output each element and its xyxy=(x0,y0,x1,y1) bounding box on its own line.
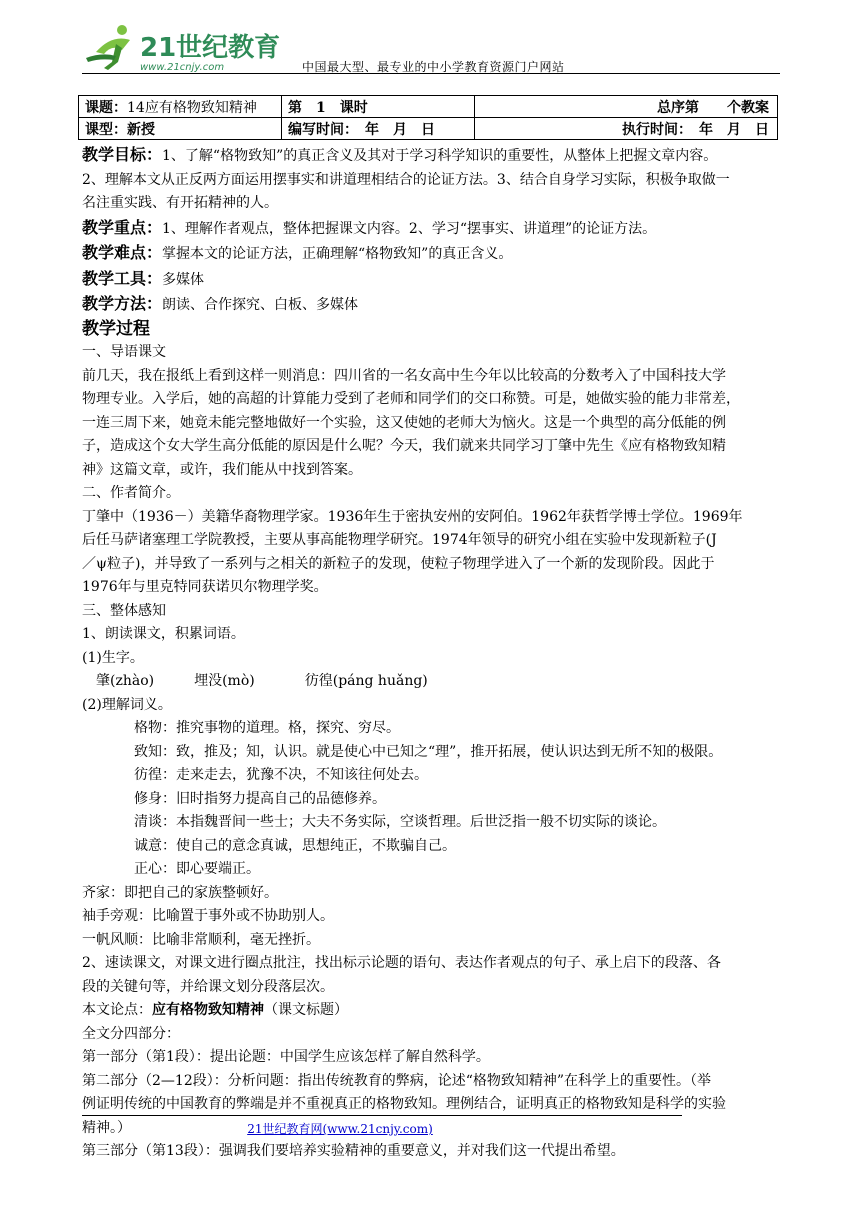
lesson-type-cell: 课型：新授 xyxy=(79,118,282,140)
runner-icon xyxy=(86,25,130,70)
parts-intro: 全文分四部分： xyxy=(82,1025,180,1042)
total-cell: 总序第 个教案 xyxy=(475,96,778,118)
author-line: 丁肇中（1936－）美籍华裔物理学家。1936年生于密执安州的安阿伯。1962年获哲学博士学位。1969年 xyxy=(82,508,743,525)
section-3-title: 三、整体感知 xyxy=(82,602,166,619)
word-item: 格物：推究事物的道理。格，探究、穷尽。 xyxy=(134,720,400,736)
word-item: 彷徨：走来走去，犹豫不决，不知该往何处去。 xyxy=(134,767,428,783)
key-points: 教学重点：1、理解作者观点，整体把握课文内容。2、学习“摆事实、讲道理”的论证方法。 xyxy=(82,217,657,237)
goal-line-1: 教学目标：1、了解“格物致知”的真正含义及其对于学习科学知识的重要性，从整体上把握文章内容。 xyxy=(82,145,718,164)
written-time-cell: 编写时间： 年 月 日 xyxy=(282,118,475,140)
author-line: 后任马萨诸塞理工学院教授，主要从事高能物理学研究。1974年领导的研究小组在实验中发现新粒子(J xyxy=(82,532,717,548)
word-item: 袖手旁观：比喻置于事外或不协助别人。 xyxy=(82,908,334,924)
word-item: 清谈：本指魏晋间一些士；大夫不务实际，空谈哲理。后世泛指一般不切实际的谈论。 xyxy=(134,814,666,830)
new-characters-label: (1)生字。 xyxy=(82,649,144,666)
methods: 教学方法：朗读、合作探究、白板、多媒体 xyxy=(82,294,359,313)
lesson-content xyxy=(82,143,782,1164)
goal-line-2: 2、理解本文从正反两方面运用摆事实和讲道理相结合的论证方法。3、结合自身学习实际，积极争取做一 xyxy=(82,171,730,188)
header-divider xyxy=(82,73,780,74)
difficulties: 教学难点：掌握本文的论证方法，正确理解“格物致知”的真正含义。 xyxy=(82,243,513,262)
word-item: 修身：旧时指努力提高自己的品德修养。 xyxy=(134,790,386,807)
process-title: 教学过程 xyxy=(82,318,150,339)
word-item: 一帆风顺：比喻非常顺利，毫无挫折。 xyxy=(82,931,320,948)
goal-line-3: 名注重实践、有开拓精神的人。 xyxy=(82,195,278,211)
tools: 教学工具：多媒体 xyxy=(82,268,205,288)
author-line: 1976年与里克特同获诺贝尔物理学奖。 xyxy=(82,579,328,595)
site-tagline: 中国最大型、最专业的中小学教育资源门户网站 xyxy=(302,60,565,74)
task-2-line: 2、速读课文，对课文进行圈点批注，找出标示论题的语句、表达作者观点的句子、承上启下的段落、各 xyxy=(82,955,721,971)
part-2-line: 第二部分（2—12段）：分析问题：指出传统教育的弊病，论述“格物致知精神”在科学上的重要性。（举 xyxy=(82,1072,712,1089)
period-cell: 第 1 课时 xyxy=(282,96,475,118)
executed-time-cell: 执行时间： 年 月 日 xyxy=(475,118,778,140)
word-meanings-label: (2)理解词义。 xyxy=(82,696,172,713)
intro-line: 子，造成这个女大学生高分低能的原因是什么呢？今天，我们就来共同学习丁肇中先生《应有格物致知精 xyxy=(82,438,726,454)
word-item: 致知：致，推及；知，认识。就是使心中已知之“理”，推开拓展，使认识达到无所不知的极限。 xyxy=(134,743,723,760)
task-2-line: 段的关键句等，并给课文划分段落层次。 xyxy=(82,978,334,995)
new-characters: 肇(zhào) 埋没(mò) 彷徨(páng huǎng) xyxy=(96,673,428,689)
footer-divider xyxy=(82,1115,682,1116)
page-header xyxy=(82,18,780,74)
part-3: 第三部分（第13段）：强调我们要培养实验精神的重要意义，并对我们这一代提出希望。 xyxy=(82,1143,625,1159)
svg-text:www.21cnjy.com: www.21cnjy.com xyxy=(140,62,225,72)
word-item: 齐家：即把自己的家族整顿好。 xyxy=(82,884,278,901)
task-1: 1、朗读课文，积累词语。 xyxy=(82,626,245,642)
intro-line: 物理专业。入学后，她的高超的计算能力受到了老师和同学们的交口称赞。可是，她做实验的能力非常差， xyxy=(82,391,740,407)
word-item: 正心：即心要端正。 xyxy=(134,861,260,877)
part-1: 第一部分（第1段）：提出论题：中国学生应该怎样了解自然科学。 xyxy=(82,1049,490,1065)
word-item: 诚意：使自己的意念真诚，思想纯正，不欺骗自己。 xyxy=(134,837,456,854)
section-2-title: 二、作者简介。 xyxy=(82,485,180,501)
page-footer xyxy=(0,1120,680,1137)
site-logo xyxy=(82,22,287,72)
intro-line: 一连三周下来，她竟未能完整地做好一个实验，这又使她的老师大为恼火。这是一个典型的高分低能的例 xyxy=(82,414,726,431)
lesson-title-cell: 课题：14应有格物致知精神 xyxy=(79,96,282,118)
intro-line: 神》这篇文章，或许，我们能从中找到答案。 xyxy=(82,461,362,478)
intro-line: 前几天，我在报纸上看到这样一则消息：四川省的一名女高中生今年以比较高的分数考入了中国科技大学 xyxy=(82,367,726,384)
thesis: 本文论点：应有格物致知精神（课文标题） xyxy=(82,1002,348,1018)
section-1-title: 一、导语课文 xyxy=(82,344,166,360)
footer-link[interactable]: 21世纪教育网(www.21cnjy.com) xyxy=(247,1122,433,1136)
part-2-line: 例证明传统的中国教育的弊端是并不重视真正的格物致知。理例结合，证明真正的格物致知是科学的实验 xyxy=(82,1096,726,1112)
svg-text:21世纪教育: 21世纪教育 xyxy=(140,33,281,63)
part-2-line: 精神。） xyxy=(82,1119,131,1136)
author-line: ／ψ粒子)，并导致了一系列与之相关的新粒子的发现，使粒子物理学进入了一个新的发现阶段。因此于 xyxy=(82,555,715,572)
lesson-meta-table xyxy=(78,95,778,140)
